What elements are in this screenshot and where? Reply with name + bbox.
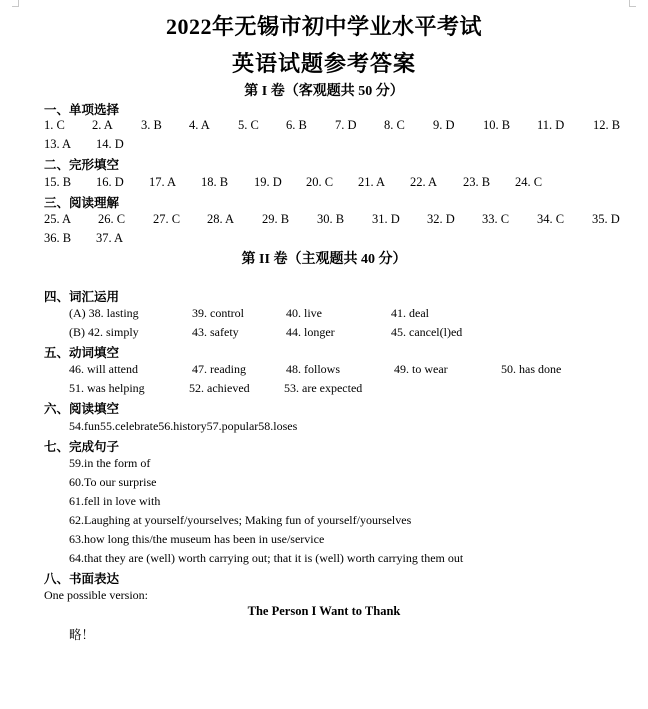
answer-item: 4. A [189,118,210,132]
sentence-answer: 64.that they are (well) worth carrying out; that it is (well) worth carrying them out [69,551,464,565]
section-heading-writing: 八、书面表达 [44,571,120,586]
volume-1-heading: 第 I 卷（客观题共 50 分） [244,84,404,99]
reading-row-2 [0,231,648,249]
single-choice-row-2 [0,137,648,155]
section-heading-reading-fill: 六、阅读填空 [44,401,120,416]
section-heading-vocabulary: 四、词汇运用 [44,289,120,304]
sentence-answer: 63.how long this/the museum has been in use/service [69,532,325,546]
sentence-answer: 61.fell in love with [69,494,161,508]
writing-note: 略！ [69,627,95,642]
verbs-row-2 [0,381,648,399]
answer-item: (B) 42. simply [69,325,139,339]
answer-item: 49. to wear [394,362,448,376]
document-subtitle: 英语试题参考答案 [231,51,416,76]
sentence-answer: 59.in the form of [69,456,151,470]
section-heading-reading: 三、阅读理解 [44,195,120,210]
answer-item: 32. D [427,212,455,226]
section-heading-single-choice: 一、单项选择 [44,102,120,117]
answer-item: 37. A [96,231,124,245]
answer-item: 15. B [44,175,72,189]
answer-item: 25. A [44,212,72,226]
answer-item: 28. A [207,212,235,226]
answer-item: 41. deal [391,306,429,320]
answer-item: 3. B [141,118,162,132]
answer-item: 14. D [96,137,124,151]
answer-item: 35. D [592,212,620,226]
section-heading-complete-sentences: 七、完成句子 [44,439,120,454]
answer-item: (A) 38. lasting [69,306,139,320]
answer-item: 50. has done [501,362,562,376]
document-title: 2022年无锡市初中学业水平考试 [165,14,482,39]
essay-title: The Person I Want to Thank [247,604,401,618]
reading-fill-answers: 54.fun55.celebrate56.history57.popular58.loses [69,419,298,433]
answer-item: 30. B [317,212,345,226]
answer-item: 2. A [92,118,113,132]
answer-item: 33. C [482,212,510,226]
answer-item: 18. B [201,175,229,189]
answer-item: 12. B [593,118,621,132]
sentence-answer: 60.To our surprise [69,475,157,489]
answer-item: 8. C [384,118,405,132]
page-corner-mark-right [629,0,636,7]
answer-item: 29. B [262,212,290,226]
answer-item: 9. D [433,118,455,132]
answer-item: 7. D [335,118,357,132]
answer-item: 52. achieved [189,381,250,395]
reading-row-1 [0,212,648,230]
answer-item: 53. are expected [284,381,363,395]
sentence-answer: 62.Laughing at yourself/yourselves; Making fun of yourself/yourselves [69,513,412,527]
writing-intro: One possible version: [44,588,148,602]
answer-item: 45. cancel(l)ed [391,325,463,339]
answer-item: 36. B [44,231,72,245]
answer-item: 16. D [96,175,124,189]
answer-item: 22. A [410,175,438,189]
answer-item: 40. live [286,306,322,320]
answer-item: 27. C [153,212,181,226]
answer-item: 34. C [537,212,565,226]
section-heading-cloze: 二、完形填空 [44,157,120,172]
verbs-row-1 [0,362,648,380]
answer-item: 31. D [372,212,400,226]
answer-item: 51. was helping [69,381,145,395]
answer-item: 6. B [286,118,307,132]
answer-item: 21. A [358,175,386,189]
answer-item: 24. C [515,175,543,189]
answer-item: 44. longer [286,325,335,339]
answer-item: 43. safety [192,325,239,339]
answer-item: 10. B [483,118,511,132]
answer-item: 26. C [98,212,126,226]
answer-item: 39. control [192,306,244,320]
answer-item: 23. B [463,175,491,189]
vocab-row-a [0,306,648,324]
answer-item: 5. C [238,118,259,132]
answer-item: 48. follows [286,362,340,376]
page-corner-mark-left [12,0,19,7]
cloze-row [0,175,648,193]
answer-item: 47. reading [192,362,246,376]
answer-item: 1. C [44,118,65,132]
answer-item: 19. D [254,175,282,189]
answer-item: 11. D [537,118,565,132]
answer-item: 17. A [149,175,177,189]
single-choice-row-1 [0,118,648,136]
answer-item: 13. A [44,137,72,151]
answer-item: 46. will attend [69,362,138,376]
vocab-row-b [0,325,648,343]
answer-item: 20. C [306,175,334,189]
section-heading-verb-fill: 五、动词填空 [44,345,120,360]
volume-2-heading: 第 II 卷（主观题共 40 分） [241,252,407,267]
